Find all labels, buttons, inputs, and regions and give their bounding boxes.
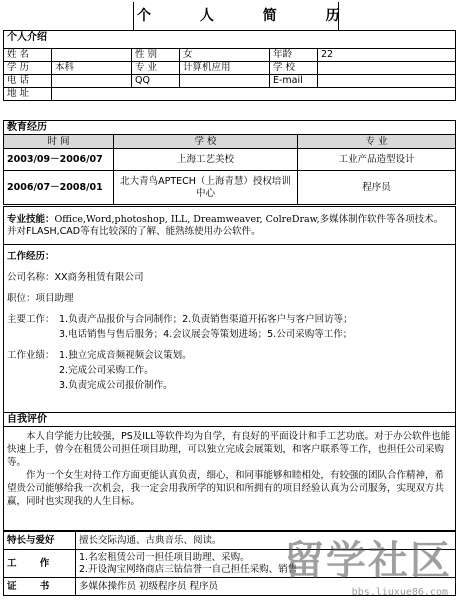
age-label: 年龄 <box>270 48 318 61</box>
edu-header-time: 时 间 <box>4 135 114 149</box>
name-label: 姓 名 <box>4 48 52 61</box>
addr-label: 地 址 <box>4 87 52 100</box>
edu-row2-school: 北大青鸟APTECH（上海青慧）授权培训中心 <box>114 171 298 205</box>
email-value <box>318 74 456 87</box>
edu-row1-school: 上海工艺美校 <box>114 149 298 171</box>
edu-row2-major: 程序员 <box>298 171 456 205</box>
edu-row1-major: 工业产品造型设计 <box>298 149 456 171</box>
name-value <box>52 48 132 61</box>
work2-item-2: 2.开设淘宝网络商店三钻信誉一自己担任采购、销售 <box>79 563 298 575</box>
evaluation-paragraph-1: 本人自学能力比较强，PS及ILL等软件均为自学，有良好的平面设计和手工艺功底。对于办公软件也能快速上手，曾今在租赁公司担任项目助理，可以独立完成会展策划，和客户联系等工作，也担任公司采购等。 <box>7 431 451 468</box>
cert-value: 多媒体操作员 初级程序员 程序员 <box>76 578 456 596</box>
education-section-label: 教育经历 <box>4 121 456 135</box>
phone-label: 电 话 <box>4 74 52 87</box>
age-value: 22 <box>318 48 456 61</box>
work-duties-label: 主要工作： <box>7 314 55 325</box>
qq-value <box>180 74 270 87</box>
hobbies-label: 特长与爱好 <box>4 532 76 550</box>
title-table <box>3 2 455 30</box>
watermark-url: bbs.liuxue86.com <box>351 587 448 598</box>
evaluation-cell <box>4 427 456 531</box>
school-value <box>318 61 456 74</box>
work2-label: 工 作 <box>4 550 76 578</box>
edu-header-school: 学 校 <box>114 135 298 149</box>
work-company: 公司名称：XX商务租赁有限公司 <box>7 272 144 283</box>
work-section-label: 工作经历： <box>7 251 55 262</box>
work2-item-1: 1.名宏租赁公司一担任项目助理、采购。 <box>79 551 250 563</box>
email-label: E-mail <box>270 74 318 87</box>
gender-label: 性 别 <box>132 48 180 61</box>
gender-value: 女 <box>180 48 270 61</box>
work-result-1: 1.独立完成音频视频会议策划。 <box>59 350 192 361</box>
edu-value: 本科 <box>52 61 132 74</box>
work-result-3: 3.负责完成公司报价制作。 <box>59 380 173 391</box>
skills-text: 多媒体制作软件等各项技术。并对FLASH,CAD等有比较深的了解、能熟练使用办公软件。 <box>7 213 444 237</box>
major-label: 专 业 <box>132 61 180 74</box>
main-table <box>3 206 456 531</box>
basic-info-table <box>3 30 456 101</box>
major-value: 计算机应用 <box>180 61 270 74</box>
work-duty-2: 3.电话销售与售后服务；4.会议展会等策划进场；5.公司采购等工作； <box>59 329 353 340</box>
edu-label: 学 历 <box>4 61 52 74</box>
evaluation-paragraph-2: 作为一个女生对待工作方面更能认真负责，细心，和同事能够和睦相处，有较强的团队合作精神，希望贵公司能够给我一次机会，我一定会用我所学的知识和所拥有的项目经验认真为公司服务，实现双方共赢，同时也实现我的人生目标。 <box>7 470 445 507</box>
skills-cell <box>4 207 456 245</box>
hobbies-value: 擅长交际沟通、古典音乐、阅读。 <box>76 532 456 550</box>
work-result-2: 2.完成公司采购工作。 <box>59 365 154 376</box>
cert-label: 证 书 <box>4 578 76 596</box>
edu-row2-time: 2006/07－2008/01 <box>4 171 114 205</box>
work-duty-1: 1.负责产品报价与合同制作；2.负责销售渠道开拓客户与客户回访等； <box>59 314 353 325</box>
page-title: 个 人 简 历 <box>134 2 339 30</box>
skills-label: 专业技能： <box>7 213 55 225</box>
education-table <box>3 120 456 205</box>
edu-row1-time: 2003/09－2006/07 <box>4 149 114 171</box>
school-label: 学 校 <box>270 61 318 74</box>
evaluation-section-label: 自我评价 <box>4 413 456 427</box>
skills-tools: Office,Word,photoshop, ILL, Dreamweaver, ColreDraw, <box>54 213 320 225</box>
work-position: 职位：项目助理 <box>7 293 74 304</box>
work-results-label: 工作业绩： <box>7 350 55 361</box>
phone-value <box>52 74 132 87</box>
basic-section-label: 个人介绍 <box>4 31 456 45</box>
addr-value <box>52 87 456 100</box>
qq-label: QQ <box>132 74 180 87</box>
watermark-logo: 留学社区 <box>284 538 452 584</box>
work-cell <box>4 245 456 413</box>
edu-header-major: 专 业 <box>298 135 456 149</box>
